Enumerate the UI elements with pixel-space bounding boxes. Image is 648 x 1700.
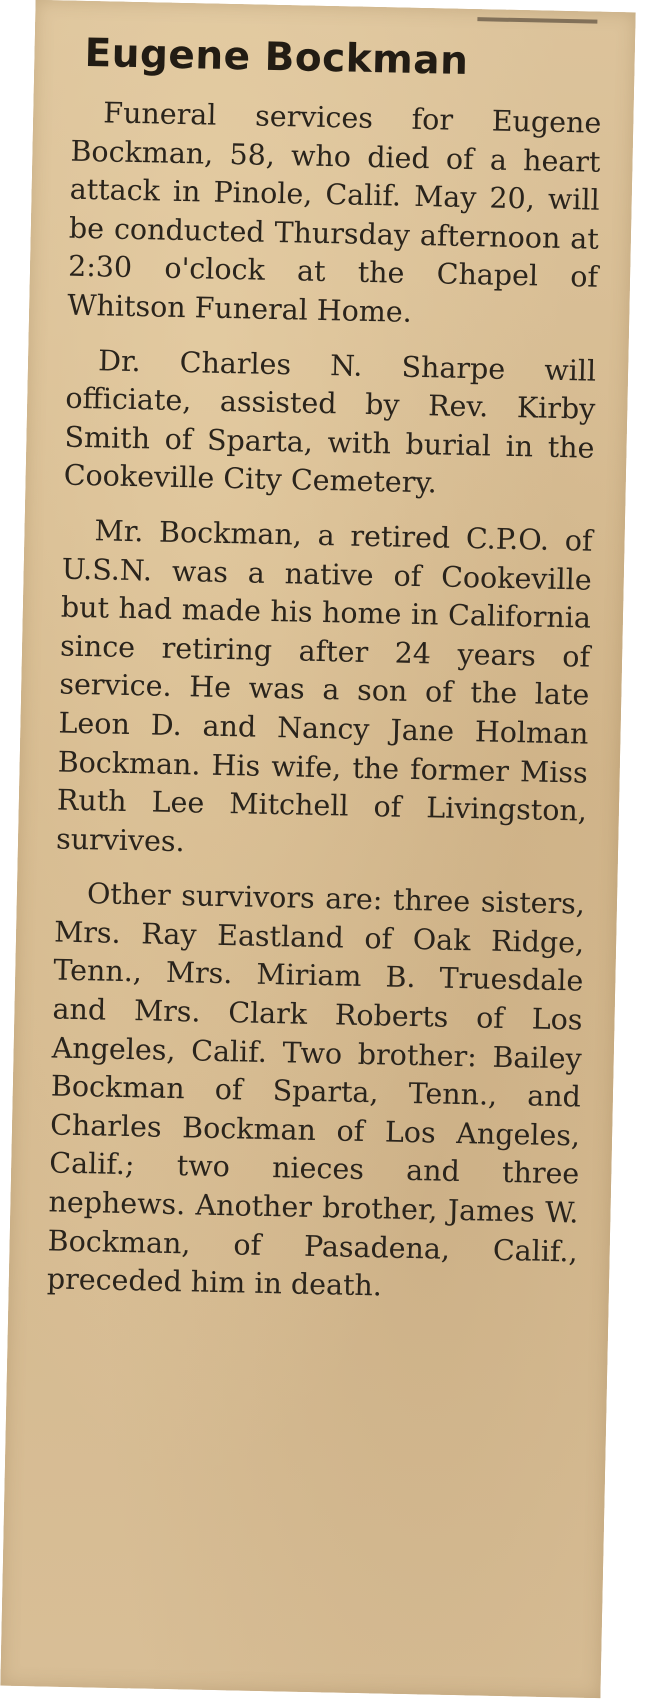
headline: Eugene Bockman	[84, 30, 469, 84]
torn-edge-mark	[477, 17, 597, 24]
paragraph-officiant: Dr. Charles N. Sharpe will officiate, assisted by Rev. Kirby Smith of Sparta, with burial in the Cookeville City Cemetery.	[63, 343, 597, 500]
paragraph-biography: Mr. Bockman, a retired C.P.O. of U.S.N. was a native of Cookeville but had made his home in California since retiring after 24 years of service. He was a son of the late Leon D. and Nancy Jane Holman Bockman. His wife, the former Miss Ruth Lee Mitchell of Livingston, survives.	[55, 514, 593, 858]
paragraph-funeral-services: Funeral services for Eugene Bockman, 58, who died of a heart attack in Pinole, Calif. May 20, will be conducted Thursday afternoon at 2:30 o'clock at the Chapel of Whitson Funeral Home.	[66, 96, 602, 329]
obituary-article	[46, 31, 603, 1327]
paragraph-survivors: Other survivors are: three sisters, Mrs. Ray Eastland of Oak Ridge, Tenn., Mrs. Miriam B. Truesdale and Mrs. Clark Roberts of Los Angeles, Calif. Two brother: Bailey Bockman of Sparta, Tenn., and Charles Bockman of Los Angeles, Calif.; two nieces and three nephews. Another brother, James W. Bockman, of Pasadena, Calif., preceded him in death.	[46, 877, 586, 1303]
